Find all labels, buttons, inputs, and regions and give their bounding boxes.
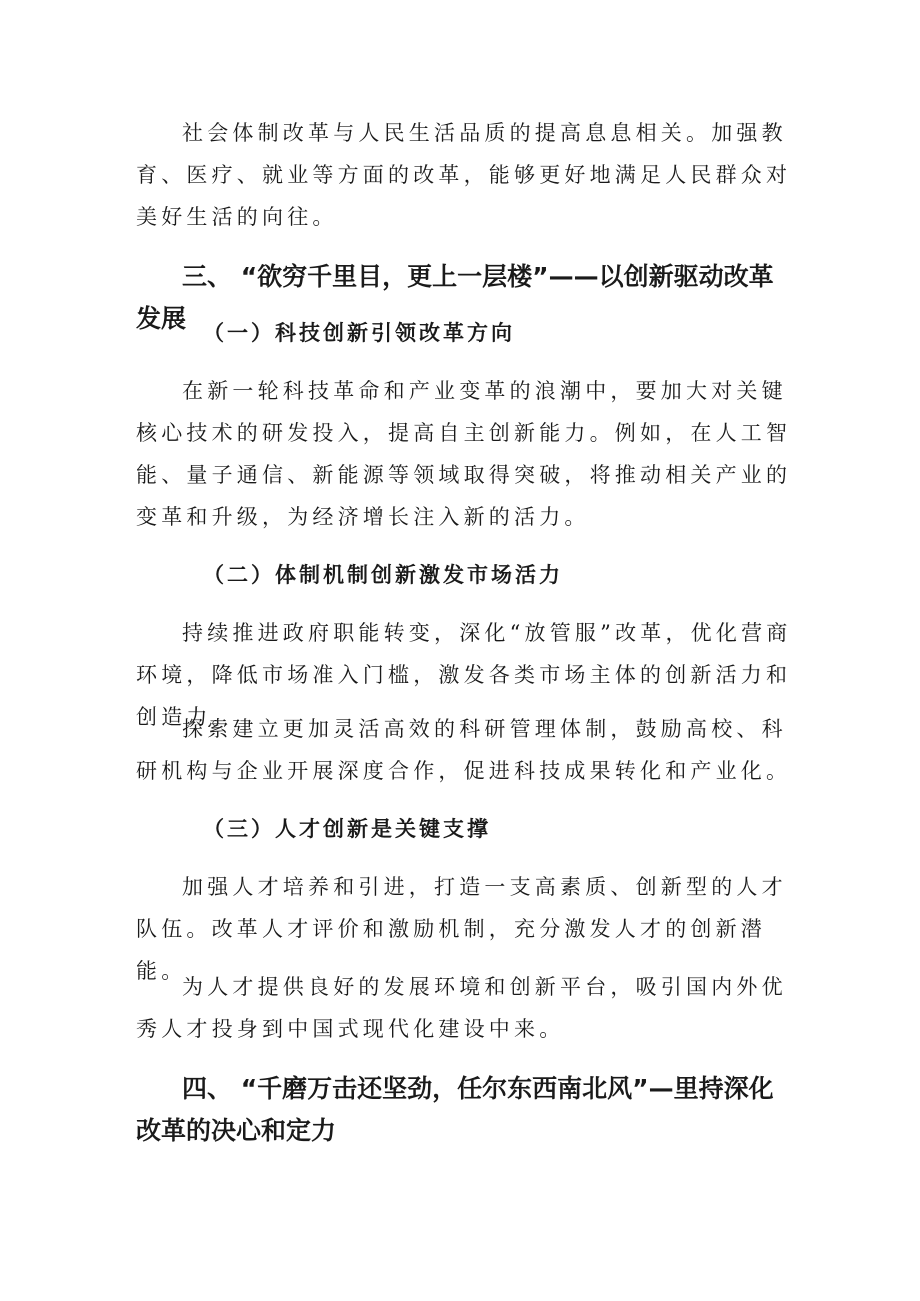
subheading-institutional-innovation: （二）体制机制创新激发市场活力 — [203, 562, 563, 587]
subheading-talent-innovation: （三）人才创新是关键支撑 — [203, 816, 491, 841]
section-heading-3: 三、 “欲穷千里目，更上一层楼”——以创新驱动改革发展 — [136, 262, 774, 333]
paragraph-research-system: 探索建立更加灵活高效的科研管理体制，鼓励高校、科研机构与企业开展深度合作，促进科技成果转化和产业化。 — [136, 717, 792, 783]
paragraph-social-reform: 社会体制改革与人民生活品质的提高息息相关。加强教育、医疗、就业等方面的改革，能够更好地满足人民群众对美好生活的向往。 — [136, 121, 792, 229]
subheading-tech-innovation: （一）科技创新引领改革方向 — [203, 320, 515, 345]
paragraph-government-reform: 持续推进政府职能转变，深化“放管服”改革，优化营商环境，降低市场准入门槛，激发各类市场主体的创新活力和创造力。 — [136, 621, 792, 729]
paragraph-talent-environment: 为人才提供良好的发展环境和创新平台，吸引国内外优秀人才投身到中国式现代化建设中来。 — [136, 975, 787, 1041]
section-heading-4: 四、 “千磨万击还坚劲，任尔东西南北风”—里持深化改革的决心和定力 — [136, 1074, 774, 1145]
paragraph-talent-cultivation: 加强人才培养和引进，打造一支高素质、创新型的人才队伍。改革人才评价和激励机制，充分激发人才的创新潜能。 — [136, 875, 787, 983]
paragraph-tech-revolution: 在新一轮科技革命和产业变革的浪潮中，要加大对关键核心技术的研发投入，提高自主创新能力。例如，在人工智能、量子通信、新能源等领域取得突破，将推动相关产业的变革和升级，为经济增长注入新的活力。 — [136, 379, 792, 529]
